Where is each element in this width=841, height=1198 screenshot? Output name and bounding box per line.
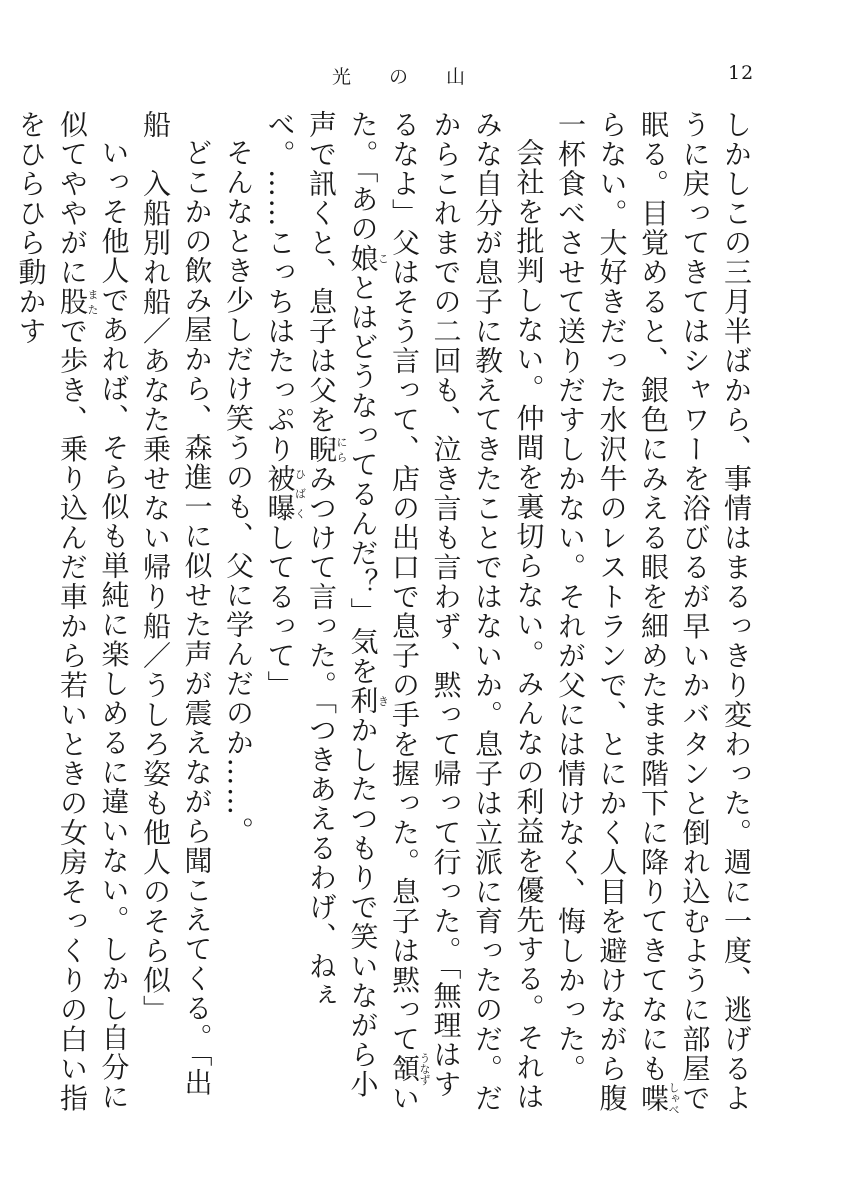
- running-title: 光の山: [332, 66, 504, 88]
- ruby-base: 股: [56, 287, 89, 317]
- paragraph: [135, 110, 218, 1120]
- text-run: いっそ他人であれば、そら似も単純に楽しめるに違いない。しかし自分に似てややがに: [56, 110, 131, 1112]
- ruby-annotation: [346, 243, 390, 274]
- paragraph: [218, 110, 260, 1120]
- page-header: [0, 62, 841, 102]
- text-run: しかしこの三月半ばから、事情はまるっきり変わった。週に一度、逃げるように戻ってきてはシャワーを浴びるが早いかバタンと倒れ込むように部屋で眠る。目覚めると、銀色にみえる眼を細めたまま階下に降りてきてなにも: [637, 110, 753, 1113]
- ruby-annotation: [56, 287, 99, 317]
- text-run: で歩き、乗り込んだ車から若いときの女房そっくりの白い指をひらひら動かす: [14, 110, 89, 1113]
- ruby-reading: しゃべ: [667, 1081, 680, 1115]
- ruby-annotation: [263, 464, 307, 523]
- text-run: 会社を批判しない。仲間を裏切らない。みんなの利益を優先する。それはみな自分が息子に教えてきたことではないか。息子は立派に育ったのだ。だからこれまでの二回も、泣き言も言わず、黙って帰って行った。「無理はするなよ」父はそう言って、店の出口で息子の手を握った。息子は黙って: [388, 110, 546, 1113]
- body-text: [14, 110, 757, 1120]
- text-run: らない。大好きだった水沢牛のレストランで、とにかく人目を避けながら腹一杯食べさせて送りだすしかない。それが父には情けなく、悔しかった。: [554, 110, 629, 1113]
- text-run: どこかの飲み屋から、森進一に似せた声が震えながら聞こえてくる。「出船 入船別れ船／あなた乗せない帰り船／うしろ姿も他人のそら似」: [139, 110, 214, 1098]
- ruby-base: 被曝: [263, 464, 297, 523]
- ruby-reading: ひばく: [293, 464, 307, 523]
- ruby-reading: こ: [376, 243, 390, 273]
- ruby-annotation: [388, 1052, 431, 1086]
- text-run: いた。「あの: [346, 110, 421, 1113]
- text-run: かしたつもりで笑いながら小声で訊くと、息子は父を: [305, 110, 380, 1099]
- ruby-reading: き: [376, 686, 390, 716]
- page-number: 12: [728, 62, 755, 84]
- ruby-base: 頷: [388, 1052, 421, 1086]
- text-run: してるって」: [263, 523, 297, 700]
- paragraph: [259, 110, 550, 1120]
- ruby-annotation: [637, 1081, 680, 1115]
- ruby-annotation: [346, 686, 390, 716]
- ruby-reading: また: [86, 287, 99, 317]
- text-run: みつけて言った。「つきあえるわげ、ねぇべ。……こっちはたっぷり: [263, 110, 338, 1011]
- paragraph: [10, 110, 135, 1120]
- text-run: そんなとき少しだけ笑うのも、父に学んだのか……。: [222, 138, 255, 846]
- text-run: とはどうなってるんだ？」気を: [346, 273, 380, 686]
- ruby-reading: にら: [335, 434, 348, 464]
- ruby-base: 利: [346, 686, 380, 716]
- ruby-base: 娘: [346, 243, 380, 273]
- ruby-base: 睨: [305, 434, 338, 464]
- ruby-base: 喋: [637, 1081, 670, 1115]
- ruby-reading: うなず: [418, 1052, 431, 1086]
- paragraph: [550, 110, 758, 1120]
- ruby-annotation: [305, 434, 348, 465]
